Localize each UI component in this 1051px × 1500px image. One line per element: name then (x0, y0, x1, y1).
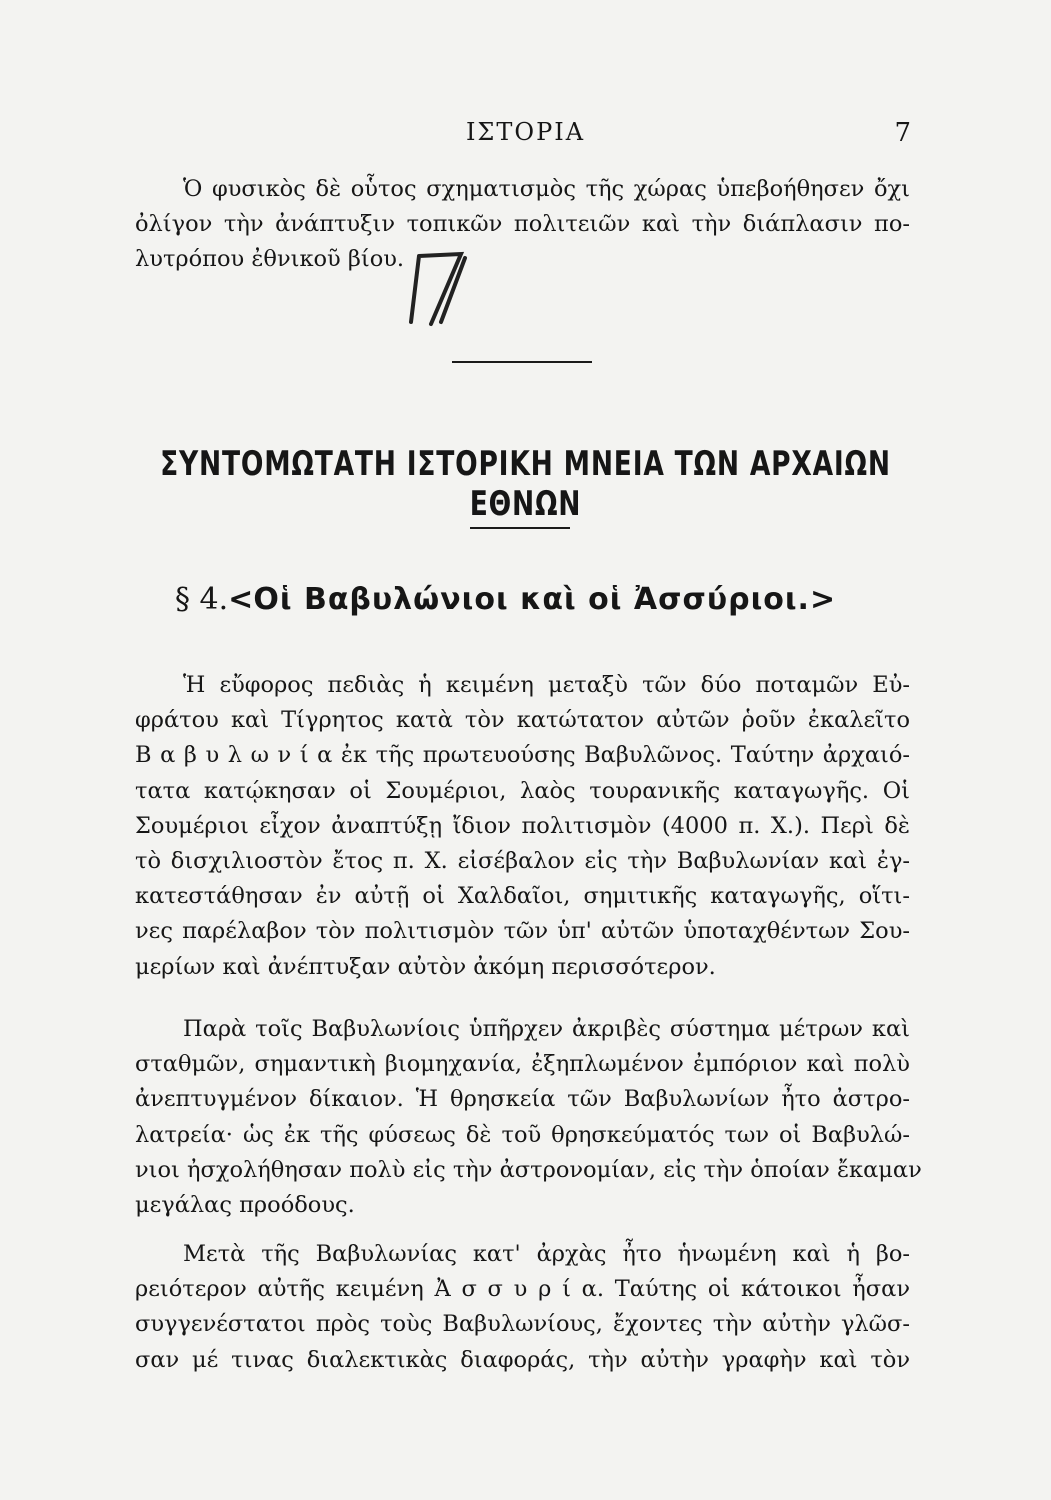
text-line: Ὁ φυσικὸς δὲ οὗτος σχηματισμὸς τῆς χώρας ὑπεβοήθησεν ὄχι (183, 176, 910, 202)
open-bracket-mark: < (228, 582, 254, 617)
text-line: μεγάλας προόδους. (135, 1192, 355, 1219)
section-label: § 4. (175, 582, 229, 617)
text-line: τὸ δισχιλιοστὸν ἔτος π. Χ. εἰσέβαλον εἰς τὴν Βαβυλωνίαν καὶ ἐγ- (135, 848, 910, 875)
text-line: Ἡ εὔφορος πεδιὰς ἡ κειμένη μεταξὺ τῶν δύο ποταμῶν Εὐ- (183, 672, 910, 698)
text-line: συγγενέστατοι πρὸς τοὺς Βαβυλωνίους, ἔχοντες τὴν αὐτὴν γλῶσ- (135, 1311, 910, 1338)
intro-paragraph (135, 172, 910, 278)
text-line: σταθμῶν, σημαντικὴ βιομηχανία, ἐξηπλωμένον ἐμπόριον καὶ πολὺ (135, 1051, 910, 1078)
text-line: φράτου καὶ Τίγρητος κατὰ τὸν κατώτατον αὐτῶν ῥοῦν ἐκαλεῖτο (135, 707, 910, 734)
text-line: σαν μέ τινας διαλεκτικὰς διαφοράς, τὴν αὐτὴν γραφὴν καὶ τὸν (135, 1346, 910, 1373)
text-line: ἀνεπτυγμένον δίκαιον. Ἡ θρησκεία τῶν Βαβυλωνίων ἦτο ἀστρο- (135, 1086, 910, 1113)
handwritten-mark (405, 248, 475, 328)
divider-rule (470, 527, 570, 529)
text-line: ρειότερον αὐτῆς κειμένη Ἀ σ σ υ ρ ί α. Ταύτης οἱ κάτοικοι ἦσαν (135, 1276, 910, 1303)
text-line: λυτρόπου ἐθνικοῦ βίου. (135, 246, 405, 273)
text-line: κατεστάθησαν ἐν αὐτῇ οἱ Χαλδαῖοι, σημιτικῆς καταγωγῆς, οἵτι- (135, 883, 910, 910)
section-title: Οἱ Βαβυλώνιοι καὶ οἱ Ἀσσύριοι. (253, 582, 810, 617)
text-line: Σουμέριοι εἶχον ἀναπτύξῃ ἴδιον πολιτισμὸν (4000 π. Χ.). Περὶ δὲ (135, 812, 910, 839)
text-line: Μετὰ τῆς Βαβυλωνίας κατ' ἀρχὰς ἦτο ἡνωμένη καὶ ἡ βο- (183, 1241, 910, 1267)
body-paragraph (135, 1237, 910, 1378)
close-bracket-mark: > (809, 582, 836, 617)
running-title: ΙΣΤΟΡΙΑ (465, 118, 586, 146)
section-heading (175, 582, 935, 617)
body-paragraph (135, 668, 910, 985)
text-line: τατα κατῴκησαν οἱ Σουμέριοι, λαὸς τουρανικῆς καταγωγῆς. Οἱ (135, 777, 910, 804)
chapter-title: ΣΥΝΤΟΜΩΤΑΤΗ ΙΣΤΟΡΙΚΗ ΜΝΕΙΑ ΤΩΝ ΑΡΧΑΙΩΝ ΕΘΝΩΝ (160, 444, 891, 524)
body-paragraph (135, 1012, 922, 1223)
text-line: Β α β υ λ ω ν ί α ἐκ τῆς πρωτευούσης Βαβυλῶνος. Ταύτην ἀρχαιό- (135, 742, 910, 769)
text-line: νιοι ἠσχολήθησαν πολὺ εἰς τὴν ἀστρονομίαν, εἰς τὴν ὁποίαν ἔκαμαν (135, 1156, 922, 1183)
text-line: ὀλίγον τὴν ἀνάπτυξιν τοπικῶν πολιτειῶν καὶ τὴν διάπλασιν πο- (135, 211, 910, 238)
text-line: νες παρέλαβον τὸν πολιτισμὸν τῶν ὑπ' αὐτῶν ὑποταχθέντων Σου- (135, 918, 910, 945)
divider-rule (452, 361, 592, 363)
page-number: 7 (894, 118, 911, 148)
text-line: μερίων καὶ ἀνέπτυξαν αὐτὸν ἀκόμη περισσότερον. (135, 953, 716, 980)
text-line: Παρὰ τοῖς Βαβυλωνίοις ὑπῆρχεν ἀκριβὲς σύστημα μέτρων καὶ (183, 1016, 910, 1042)
text-line: λατρεία· ὡς ἐκ τῆς φύσεως δὲ τοῦ θρησκεύματός των οἱ Βαβυλώ- (135, 1121, 910, 1148)
running-header (0, 118, 1051, 152)
